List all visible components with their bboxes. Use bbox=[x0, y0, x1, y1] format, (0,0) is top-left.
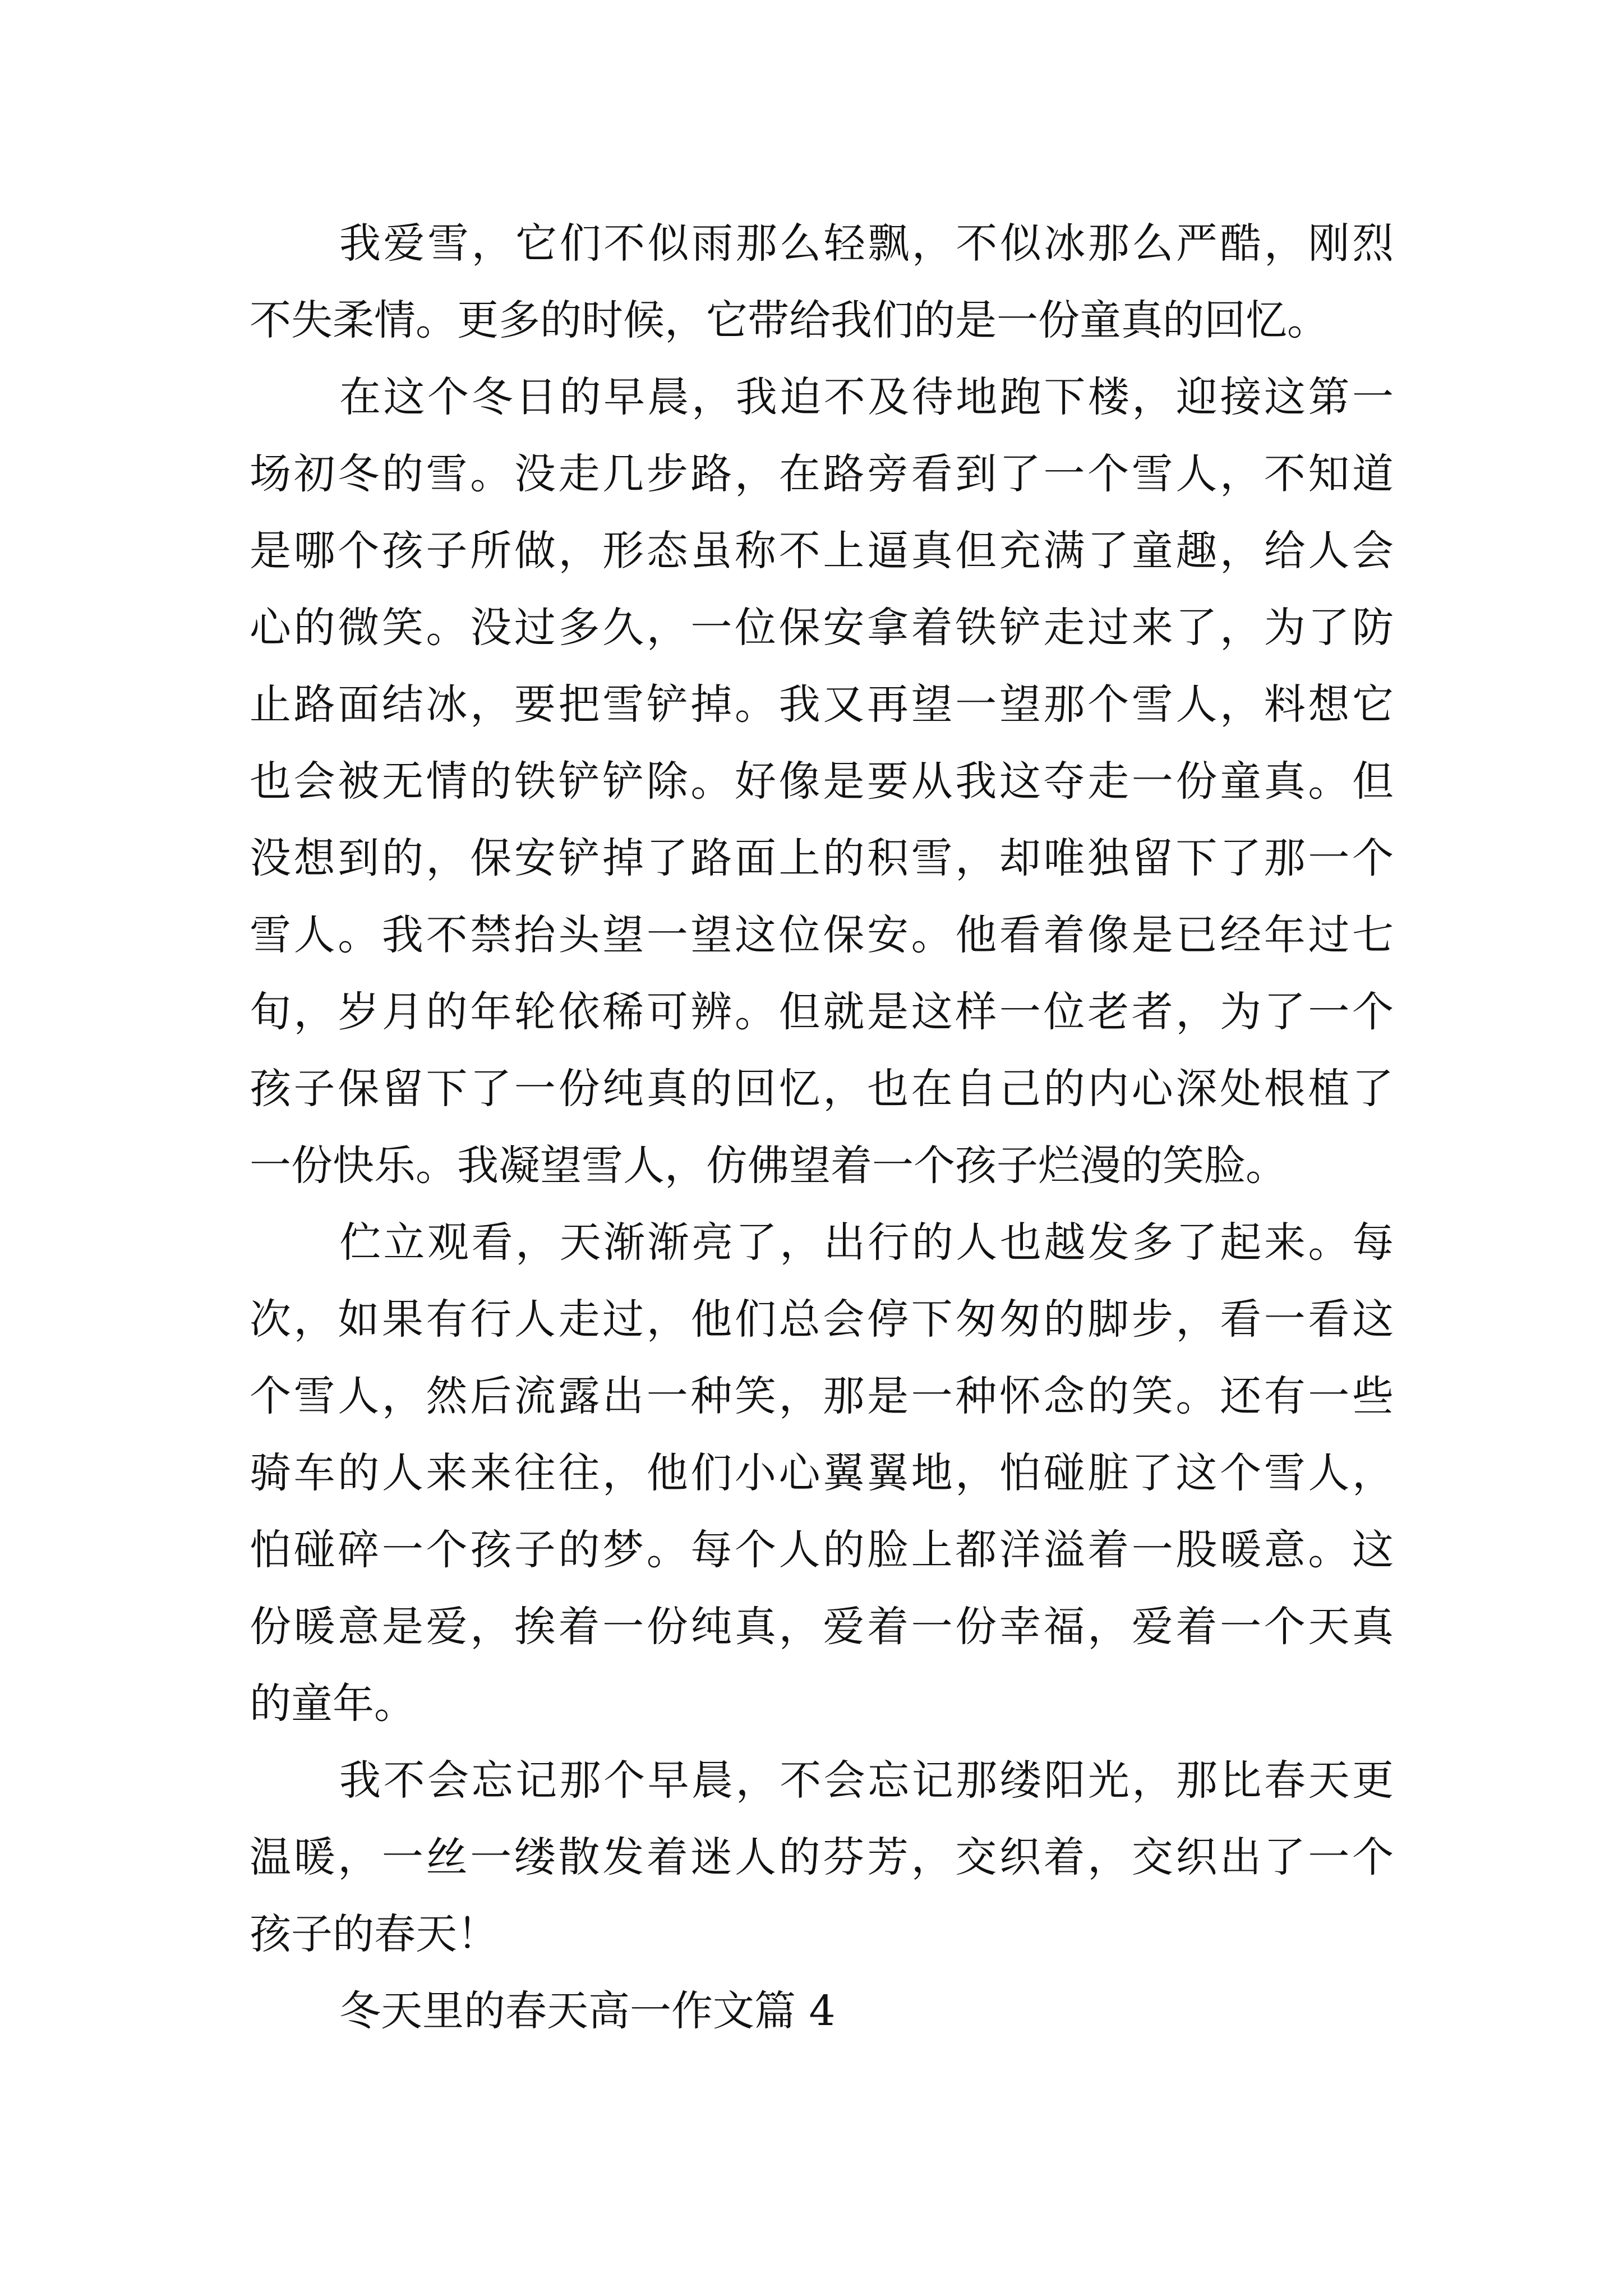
text-line: 旬，岁月的年轮依稀可辨。但就是这样一位老者，为了一个 bbox=[250, 988, 1394, 1036]
text-line: 份暖意是爱，挨着一份纯真，爱着一份幸福，爱着一个天真 bbox=[250, 1603, 1394, 1651]
text-line: 没想到的，保安铲掉了路面上的积雪，却唯独留下了那一个 bbox=[250, 834, 1394, 882]
text-line: 也会被无情的铁铲铲除。好像是要从我这夺走一份童真。但 bbox=[250, 757, 1394, 806]
document-body bbox=[250, 205, 1394, 2050]
text-line: 孩子的春天！ bbox=[250, 1910, 499, 1958]
text-line: 我不会忘记那个早晨，不会忘记那缕阳光，那比春天更 bbox=[339, 1756, 1394, 1805]
text-line: 在这个冬日的早晨，我迫不及待地跑下楼，迎接这第一 bbox=[339, 373, 1394, 421]
text-line: 场初冬的雪。没走几步路，在路旁看到了一个雪人，不知道 bbox=[250, 450, 1394, 498]
text-line: 一份快乐。我凝望雪人，仿佛望着一个孩子烂漫的笑脸。 bbox=[250, 1142, 1287, 1190]
text-line: 孩子保留下了一份纯真的回忆，也在自己的内心深处根植了 bbox=[250, 1065, 1394, 1113]
section-heading: 冬天里的春天高一作文篇 4 bbox=[339, 1987, 836, 2035]
paragraph-2 bbox=[250, 359, 1394, 1204]
text-line: 是哪个孩子所做，形态虽称不上逼真但充满了童趣，给人会 bbox=[250, 527, 1394, 575]
text-line: 个雪人，然后流露出一种笑，那是一种怀念的笑。还有一些 bbox=[250, 1372, 1394, 1420]
text-line: 伫立观看，天渐渐亮了，出行的人也越发多了起来。每 bbox=[339, 1218, 1394, 1267]
paragraph-1 bbox=[250, 205, 1394, 359]
text-line: 雪人。我不禁抬头望一望这位保安。他看着像是已经年过七 bbox=[250, 911, 1394, 959]
text-line: 我爱雪，它们不似雨那么轻飘，不似冰那么严酷，刚烈 bbox=[339, 219, 1394, 268]
text-line: 不失柔情。更多的时候，它带给我们的是一份童真的回忆。 bbox=[250, 296, 1329, 344]
text-line: 的童年。 bbox=[250, 1680, 416, 1728]
paragraph-4 bbox=[250, 1742, 1394, 1973]
text-line: 温暖，一丝一缕散发着迷人的芬芳，交织着，交织出了一个 bbox=[250, 1833, 1394, 1881]
paragraph-3 bbox=[250, 1204, 1394, 1742]
text-line: 怕碰碎一个孩子的梦。每个人的脸上都洋溢着一股暖意。这 bbox=[250, 1526, 1394, 1574]
text-line: 骑车的人来来往往，他们小心翼翼地，怕碰脏了这个雪人， bbox=[250, 1449, 1394, 1497]
text-line: 次，如果有行人走过，他们总会停下匆匆的脚步，看一看这 bbox=[250, 1295, 1394, 1343]
text-line: 止路面结冰，要把雪铲掉。我又再望一望那个雪人，料想它 bbox=[250, 680, 1394, 729]
text-line: 心的微笑。没过多久，一位保安拿着铁铲走过来了，为了防 bbox=[250, 604, 1394, 652]
